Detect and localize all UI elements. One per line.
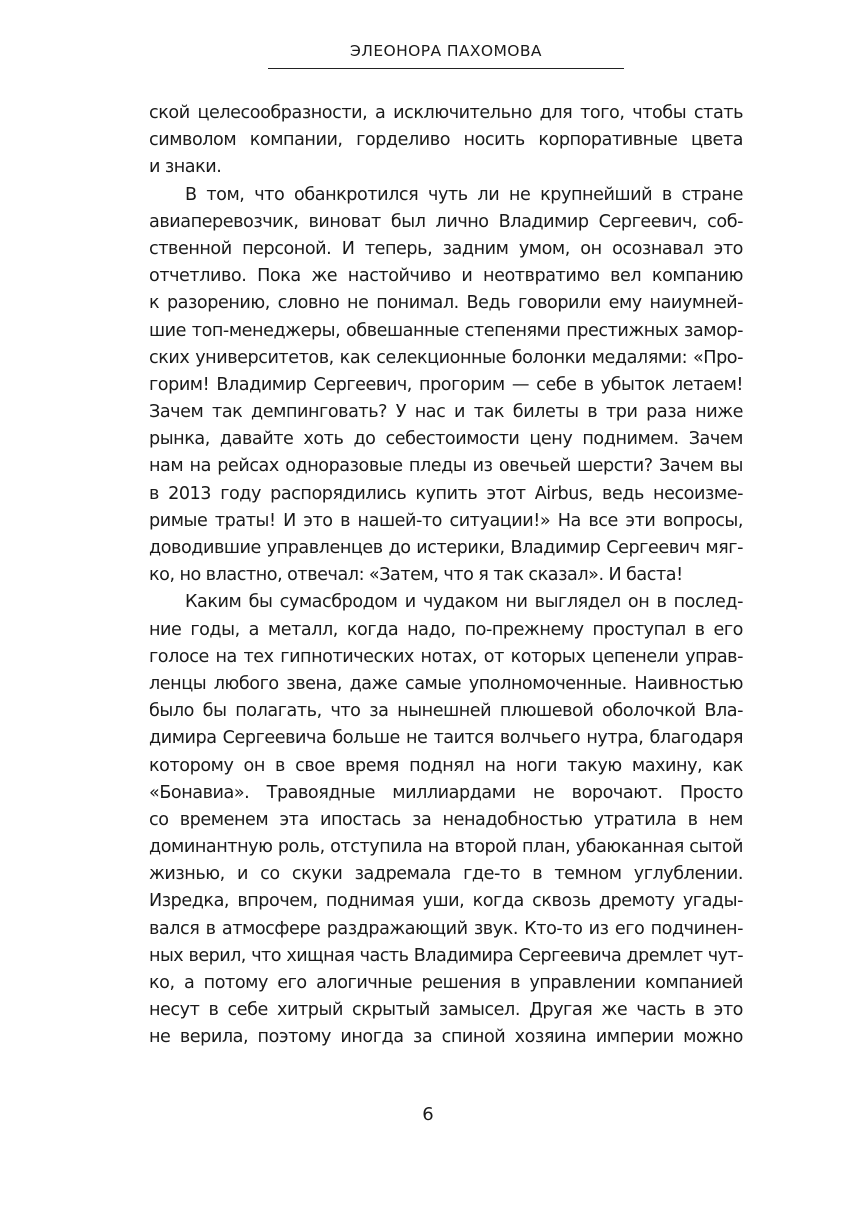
text-line: шие топ-менеджеры, обвешанные степенями престижных замор- bbox=[149, 320, 743, 341]
text-line: к разорению, словно не понимал. Ведь говорили ему наиумней- bbox=[149, 293, 743, 314]
text-line: Зачем так демпинговать? У нас и так билеты в три раза ниже bbox=[149, 402, 743, 423]
text-line: горим! Владимир Сергеевич, прогорим — себе в убыток летаем! bbox=[149, 374, 743, 395]
text-line: в 2013 году распорядились купить этот Airbus, ведь несоизме- bbox=[149, 483, 743, 504]
page-number: 6 bbox=[422, 1104, 434, 1125]
text-line: доминантную роль, отступила на второй план, убаюканная сытой bbox=[149, 837, 743, 858]
text-line: символом компании, горделиво носить корпоративные цвета bbox=[149, 130, 743, 151]
text-line: рынка, давайте хоть до себестоимости цену поднимем. Зачем bbox=[149, 429, 743, 450]
text-line: димира Сергеевича больше не таится волчьего нутра, благодаря bbox=[149, 728, 743, 749]
text-line: со временем эта ипостась за ненадобностью утратила в нем bbox=[149, 809, 743, 830]
text-line: ных верил, что хищная часть Владимира Сергеевича дремлет чут- bbox=[149, 945, 743, 966]
text-line: авиаперевозчик, виноват был лично Владимир Сергеевич, соб- bbox=[149, 211, 743, 232]
text-line: В том, что обанкротился чуть ли не крупнейший в стране bbox=[185, 184, 743, 205]
text-line: было бы полагать, что за нынешней плюшевой оболочкой Вла- bbox=[149, 701, 743, 722]
text-line: ской целесообразности, а исключительно для того, чтобы стать bbox=[149, 103, 743, 123]
body-text bbox=[149, 100, 743, 1052]
text-line: ских университетов, как селекционные болонки медалями: «Про- bbox=[149, 347, 743, 368]
text-line: ко, а потому его алогичные решения в управлении компанией bbox=[149, 973, 743, 993]
text-line: ленцы любого звена, даже самые уполномоченные. Наивностью bbox=[149, 673, 743, 694]
text-line: ние годы, а металл, когда надо, по-прежнему проступал в его bbox=[149, 619, 743, 640]
text-line: и знаки. bbox=[149, 157, 222, 178]
text-line: доводившие управленцев до истерики, Владимир Сергеевич мяг- bbox=[149, 538, 743, 558]
text-line: жизнью, и со скуки задремала где-то в темном углублении. bbox=[149, 864, 743, 885]
text-line: голосе на тех гипнотических нотах, от которых цепенели управ- bbox=[149, 646, 743, 667]
text-line: отчетливо. Пока же настойчиво и неотвратимо вел компанию bbox=[149, 266, 743, 287]
text-line: Каким бы сумасбродом и чудаком ни выглядел он в послед- bbox=[185, 592, 743, 613]
text-line: которому он в свое время поднял на ноги такую махину, как bbox=[149, 755, 743, 776]
text-line: ко, но властно, отвечал: «Затем, что я так сказал». И баста! bbox=[149, 565, 683, 586]
text-line: не верила, поэтому иногда за спиной хозяина империи можно bbox=[149, 1027, 743, 1048]
text-line: Изредка, впрочем, поднимая уши, когда сквозь дремоту угады- bbox=[149, 891, 743, 912]
text-line: «Бонавиа». Травоядные миллиардами не ворочают. Просто bbox=[149, 782, 743, 803]
header-rule bbox=[268, 68, 624, 69]
running-header-author: ЭЛЕОНОРА ПАХОМОВА bbox=[350, 42, 542, 60]
text-line: вался в атмосфере раздражающий звук. Кто-то из его подчинен- bbox=[149, 918, 743, 939]
text-line: ственной персоной. И теперь, задним умом, он осознавал это bbox=[149, 238, 743, 259]
text-line: нам на рейсах одноразовые пледы из овечьей шерсти? Зачем вы bbox=[149, 456, 743, 477]
text-line: римые траты! И это в нашей-то ситуации!» На все эти вопросы, bbox=[149, 510, 743, 531]
text-line: несут в себе хитрый скрытый замысел. Другая же часть в это bbox=[149, 1000, 743, 1021]
